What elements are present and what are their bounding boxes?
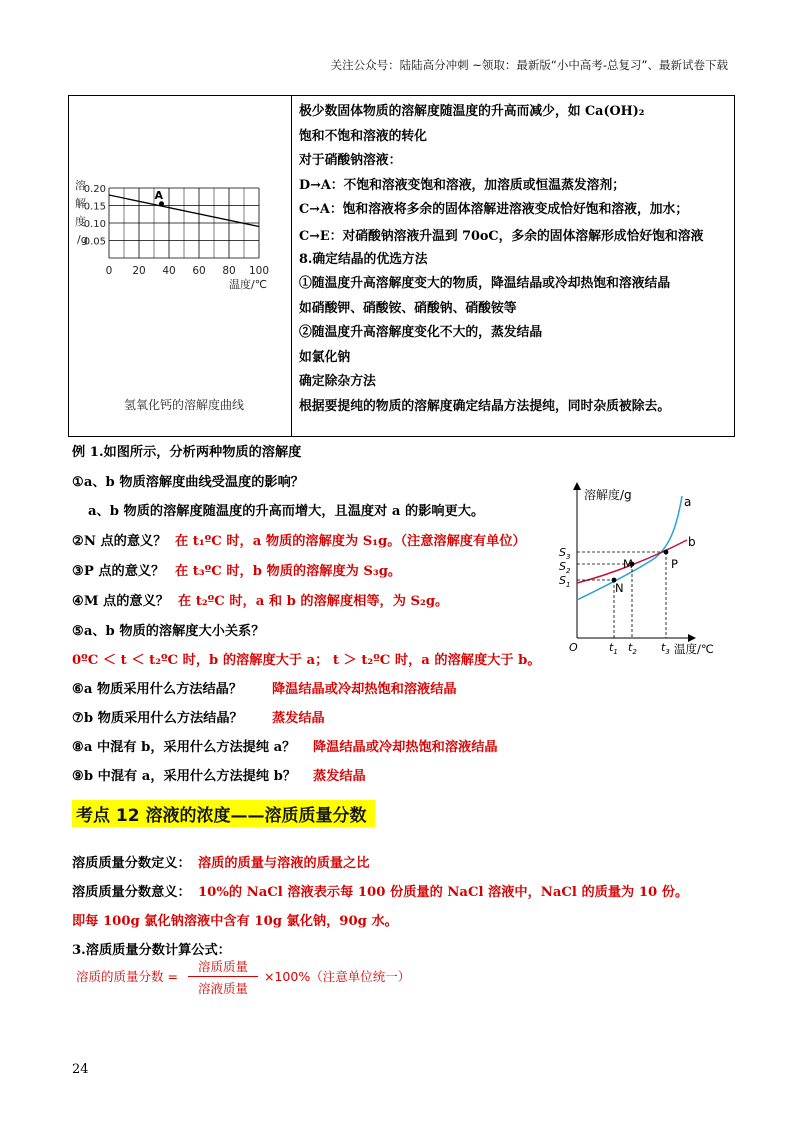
- point-a: [159, 201, 164, 206]
- note-line-6: C→E：对硝酸钠溶液升温到 70oC，多余的固体溶解形成恰好饱和溶液: [299, 228, 704, 244]
- chart-cell: [69, 96, 292, 437]
- chart-caption: 氢氧化钙的溶解度曲线: [124, 398, 245, 412]
- formula-numerator: 溶质质量: [188, 957, 258, 977]
- note-line-2: 饱和不饱和溶液的转化: [299, 128, 427, 144]
- page-header: 关注公众号：陆陆高分冲刺 ~领取：最新版“小中高考-总复习”、最新试卷下载: [330, 58, 728, 72]
- definition-label: 溶质质量分数定义：: [72, 856, 191, 871]
- formula-title: 3.溶质质量分数计算公式：: [72, 943, 231, 958]
- answer-1: a、b 物质的溶解度随温度的升高而增大，且温度对 a 的影响更大。: [88, 504, 485, 519]
- point-a-label: A: [154, 188, 164, 202]
- note-line-3: 对于硝酸钠溶液：: [299, 153, 402, 168]
- question-5: ⑤a、b 物质的溶解度大小关系？: [72, 624, 265, 639]
- x-tick-20: 20: [132, 265, 146, 277]
- question-4: ④M 点的意义？: [72, 594, 169, 609]
- s2-label: $S_2$: [559, 560, 571, 575]
- answer-8: 降温结晶或冷却热饱和溶液结晶: [313, 740, 498, 755]
- answer-5: 0ºC ＜ t ＜ t₂ºC 时，b 的溶解度大于 a； t ＞ t₂ºC 时，a 的溶解度大于 b。: [72, 653, 541, 668]
- answer-4: 在 t₂ºC 时，a 和 b 的溶解度相等，为 S₂g。: [178, 594, 449, 609]
- question-3: ③P 点的意义？: [72, 564, 165, 579]
- y-axis-label-2: 解: [75, 197, 86, 210]
- solubility-curves-chart: [552, 478, 717, 663]
- question-6: ⑥a 物质采用什么方法结晶？: [72, 682, 243, 697]
- formula-right: ×100%（注意单位统一）: [264, 969, 411, 984]
- answer-7: 蒸发结晶: [272, 711, 325, 726]
- curve-b-label: b: [688, 535, 696, 549]
- mass-fraction-formula: [76, 959, 411, 996]
- note-line-13: 根据要提纯的物质的溶解度确定结晶方法提纯，同时杂质被除去。: [299, 398, 671, 414]
- point-p: [664, 550, 669, 555]
- answer-6: 降温结晶或冷却热饱和溶液结晶: [272, 682, 457, 697]
- point-n-label: N: [615, 581, 624, 595]
- note-line-8: ①随温度升高溶解度变大的物质，降温结晶或冷却热饱和溶液结晶: [299, 276, 671, 291]
- meaning-text: 10%的 NaCl 溶液表示每 100 份质量的 NaCl 溶液中，NaCl 的质量为 10 份。: [198, 885, 689, 900]
- note-line-4: D→A：不饱和溶液变饱和溶液，加溶质或恒温蒸发溶剂；: [299, 177, 626, 193]
- t3-label: $t_3$: [661, 641, 670, 656]
- meaning-label: 溶质质量分数意义：: [72, 885, 191, 900]
- t2-label: $t_2$: [628, 641, 637, 656]
- y-tick-0.05: 0.05: [83, 236, 106, 248]
- x-axis-label: 温度/℃: [229, 278, 268, 291]
- y-tick-0.20: 0.20: [83, 184, 106, 195]
- note-line-5: C→A：饱和溶液将多余的固体溶解进溶液变成恰好饱和溶液，加水；: [299, 202, 689, 217]
- answer-2: 在 t₁ºC 时，a 物质的溶解度为 S₁g。（注意溶解度有单位）: [175, 534, 526, 549]
- note-line-11: 如氯化钠: [299, 349, 351, 365]
- curve-a-label: a: [684, 495, 692, 509]
- question-1: ①a、b 物质溶解度曲线受温度的影响？: [72, 475, 304, 490]
- x-tick-100: 100: [248, 265, 270, 277]
- y-axis-label-4: /g: [77, 233, 88, 246]
- text-cell: [292, 96, 735, 437]
- meaning-text-2: 即每 100g 氯化钠溶液中含有 10g 氯化钠，90g 水。: [72, 914, 398, 929]
- question-8: ⑧a 中混有 b，采用什么方法提纯 a？: [72, 740, 296, 755]
- question-7: ⑦b 物质采用什么方法结晶？: [72, 711, 243, 726]
- note-line-10: ②随温度升高溶解度变化不大的，蒸发结晶: [299, 325, 543, 340]
- note-line-12: 确定除杂方法: [299, 374, 376, 389]
- answer-9: 蒸发结晶: [313, 769, 366, 784]
- point-m-label: M: [623, 557, 633, 571]
- formula-left: 溶质的质量分数 =: [76, 969, 178, 984]
- page-number: 24: [72, 1062, 89, 1077]
- y-tick-0.10: 0.10: [83, 219, 106, 230]
- x-axis-label: 温度/℃: [674, 642, 714, 656]
- answer-3: 在 t₃ºC 时，b 物质的溶解度为 S₃g。: [175, 564, 402, 579]
- y-axis-label-3: 度: [75, 215, 86, 228]
- x-tick-0: 0: [105, 265, 113, 277]
- note-line-9: 如硝酸钾、硝酸铵、硝酸钠、硝酸铵等: [299, 300, 517, 316]
- s3-label: $S_3$: [559, 546, 571, 561]
- question-2: ②N 点的意义？: [72, 534, 167, 549]
- note-line-1: 极少数固体物质的溶解度随温度的升高而减少，如 Ca(OH)₂: [299, 104, 645, 119]
- t1-label: $t_1$: [609, 641, 618, 656]
- y-axis-label: 溶解度/g: [584, 488, 632, 502]
- question-9: ⑨b 中混有 a，采用什么方法提纯 b？: [72, 769, 297, 784]
- section-heading: 考点 12 溶液的浓度——溶质质量分数: [72, 800, 375, 827]
- s1-label: $S_1$: [559, 574, 571, 589]
- origin-label: O: [569, 641, 578, 654]
- x-tick-60: 60: [192, 265, 206, 277]
- content-table: [68, 95, 735, 437]
- x-tick-80: 80: [222, 265, 236, 277]
- point-p-label: P: [671, 557, 678, 571]
- note-line-7: 8.确定结晶的优选方法: [299, 251, 428, 267]
- formula-denominator: 溶液质量: [197, 981, 248, 996]
- solubility-chart-caoh2: [69, 96, 289, 396]
- y-axis-label-1: 溶: [75, 179, 86, 192]
- x-tick-40: 40: [162, 265, 176, 277]
- y-tick-0.15: 0.15: [83, 201, 106, 213]
- definition-text: 溶质的质量与溶液的质量之比: [198, 856, 370, 871]
- formula-fraction: [188, 957, 258, 997]
- example-title: 例 1.如图所示，分析两种物质的溶解度: [72, 445, 302, 460]
